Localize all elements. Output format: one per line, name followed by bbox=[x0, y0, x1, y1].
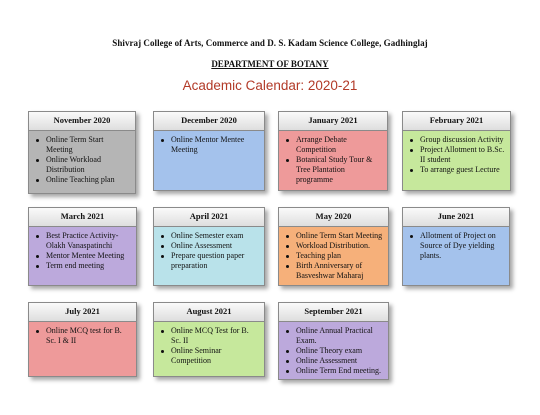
month-title: November 2020 bbox=[29, 112, 135, 131]
month-card bbox=[402, 207, 510, 286]
month-card bbox=[28, 302, 137, 377]
activity-item: To arrange guest Lecture bbox=[407, 165, 506, 175]
month-card bbox=[153, 302, 265, 377]
activity-item: Term end meeting bbox=[33, 261, 132, 271]
activity-item: Online Theory exam bbox=[283, 346, 384, 356]
month-title: August 2021 bbox=[154, 303, 264, 322]
month-title: April 2021 bbox=[154, 208, 264, 227]
month-title: March 2021 bbox=[29, 208, 136, 227]
activity-item: Online Mentor Mentee Meeting bbox=[158, 135, 260, 155]
month-card bbox=[278, 207, 389, 286]
activity-item: Birth Anniversary of Basveshwar Maharaj bbox=[283, 261, 384, 281]
activity-list bbox=[158, 326, 260, 366]
activity-item: Mentor Mentee Meeting bbox=[33, 251, 132, 261]
activity-item: Group discussion Activity bbox=[407, 135, 506, 145]
activity-item: Online MCQ test for B. Sc. I & II bbox=[33, 326, 132, 346]
activity-item: Online Workload Distribution bbox=[33, 155, 131, 175]
month-card bbox=[278, 302, 389, 380]
activity-list bbox=[158, 231, 260, 271]
activity-item: Online Term Start Meeting bbox=[33, 135, 131, 155]
activity-list bbox=[283, 135, 383, 185]
activity-item: Online Term Start Meeting bbox=[283, 231, 384, 241]
month-card bbox=[28, 207, 137, 286]
activity-item: Teaching plan bbox=[283, 251, 384, 261]
activity-item: Online Term End meeting. bbox=[283, 366, 384, 376]
activity-list bbox=[407, 231, 505, 261]
month-card bbox=[402, 111, 511, 191]
month-card bbox=[278, 111, 388, 191]
month-title: May 2020 bbox=[279, 208, 388, 227]
activity-list bbox=[407, 135, 506, 175]
activity-item: Online Assessment bbox=[158, 241, 260, 251]
month-title: September 2021 bbox=[279, 303, 388, 322]
month-card bbox=[153, 111, 265, 191]
activity-item: Online Semester exam bbox=[158, 231, 260, 241]
activity-list bbox=[283, 231, 384, 281]
activity-item: Allotment of Project on Source of Dye yielding plants. bbox=[407, 231, 505, 261]
activity-item: Online Annual Practical Exam. bbox=[283, 326, 384, 346]
activity-list bbox=[33, 231, 132, 271]
activity-item: Prepare question paper preparation bbox=[158, 251, 260, 271]
month-title: June 2021 bbox=[403, 208, 509, 227]
activity-item: Workload Distribution. bbox=[283, 241, 384, 251]
activity-item: Online Teaching plan bbox=[33, 175, 131, 185]
activity-item: Online MCQ Test for B. Sc. II bbox=[158, 326, 260, 346]
activity-item: Botanical Study Tour & Tree Plantation programme bbox=[283, 155, 383, 185]
activity-list bbox=[33, 326, 132, 346]
month-title: February 2021 bbox=[403, 112, 510, 131]
activity-item: Project Allotment to B.Sc. II student bbox=[407, 145, 506, 165]
activity-item: Arrange Debate Competition bbox=[283, 135, 383, 155]
month-title: January 2021 bbox=[279, 112, 387, 131]
department-title: DEPARTMENT OF BOTANY bbox=[211, 59, 329, 69]
activity-item: Online Assessment bbox=[283, 356, 384, 366]
activity-item: Best Practice Activity- Olakh Vanaspatinchi bbox=[33, 231, 132, 251]
activity-list bbox=[283, 326, 384, 376]
month-card bbox=[153, 207, 265, 286]
college-name: Shivraj College of Arts, Commerce and D. S. Kadam Science College, Gadhinglaj bbox=[112, 38, 428, 48]
activity-item: Online Seminar Competition bbox=[158, 346, 260, 366]
month-title: July 2021 bbox=[29, 303, 136, 322]
activity-list bbox=[33, 135, 131, 185]
activity-list bbox=[158, 135, 260, 155]
calendar-title: Academic Calendar: 2020-21 bbox=[182, 78, 358, 93]
month-title: December 2020 bbox=[154, 112, 264, 131]
month-card bbox=[28, 111, 136, 194]
